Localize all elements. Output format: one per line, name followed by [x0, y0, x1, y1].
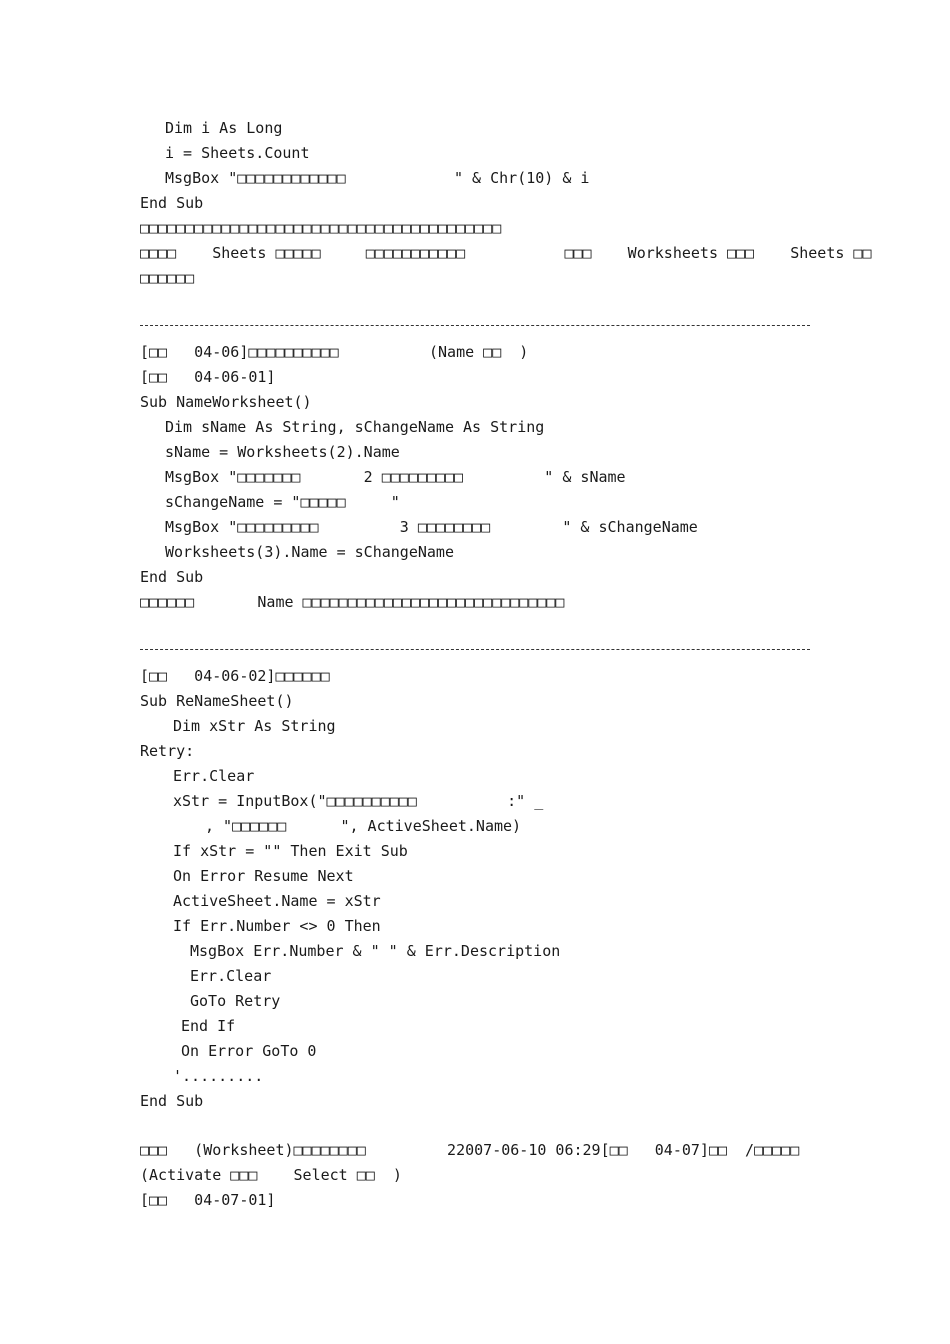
code-line: End Sub [140, 1092, 204, 1110]
example-label: [□□ 04-06-02]□□□□□□ [140, 667, 330, 685]
code-line: sName = Worksheets(2).Name [165, 443, 400, 461]
code-line: xStr = InputBox("□□□□□□□□□□ :" _ [173, 792, 544, 810]
code-line: On Error Resume Next [173, 867, 354, 885]
code-line: MsgBox "□□□□□□□□□□□□ " & Chr(10) & i [165, 169, 590, 187]
code-line: MsgBox "□□□□□□□□□ 3 □□□□□□□□ " & sChangeName [165, 518, 698, 536]
code-line: Sub NameWorksheet() [140, 393, 312, 411]
code-line: If xStr = "" Then Exit Sub [173, 842, 408, 860]
section-divider [140, 649, 810, 650]
section-heading: [□□ 04-06]□□□□□□□□□□ (Name □□ ) [140, 343, 529, 361]
section-divider [140, 325, 810, 326]
example-label: [□□ 04-07-01] [140, 1191, 276, 1209]
code-line: Dim sName As String, sChangeName As String [165, 418, 545, 436]
example-label: [□□ 04-06-01] [140, 368, 276, 386]
code-line: Retry: [140, 742, 195, 760]
code-line: MsgBox Err.Number & " " & Err.Description [190, 942, 561, 960]
code-line: Dim i As Long [165, 119, 283, 137]
code-line: End If [181, 1017, 236, 1035]
section-heading: □□□ (Worksheet)□□□□□□□□ 22007-06-10 06:29[□□ 04-07]□□ /□□□□□ [140, 1141, 800, 1159]
code-line: , "□□□□□□ ", ActiveSheet.Name) [205, 817, 522, 835]
section-heading-cont: (Activate □□□ Select □□ ) [140, 1166, 402, 1184]
code-line: GoTo Retry [190, 992, 281, 1010]
code-line: sChangeName = "□□□□□ " [165, 493, 400, 511]
text-line: □□□□□□□□□□□□□□□□□□□□□□□□□□□□□□□□□□□□□□□□ [140, 219, 502, 237]
code-line: i = Sheets.Count [165, 144, 310, 162]
code-line: Sub ReNameSheet() [140, 692, 294, 710]
code-line: Err.Clear [173, 767, 255, 785]
code-line: '......... [173, 1067, 264, 1085]
code-line: End Sub [140, 194, 204, 212]
code-line: Err.Clear [190, 967, 272, 985]
code-line: Dim xStr As String [173, 717, 336, 735]
code-line: End Sub [140, 568, 204, 586]
code-line: ActiveSheet.Name = xStr [173, 892, 381, 910]
text-line: □□□□ Sheets □□□□□ □□□□□□□□□□□ □□□ Worksheets □□□ Sheets □□ [140, 244, 872, 262]
text-line: □□□□□□ Name □□□□□□□□□□□□□□□□□□□□□□□□□□□□□ [140, 593, 565, 611]
text-line: □□□□□□ [140, 269, 195, 287]
code-line: If Err.Number <> 0 Then [173, 917, 381, 935]
code-line: MsgBox "□□□□□□□ 2 □□□□□□□□□ " & sName [165, 468, 626, 486]
code-line: Worksheets(3).Name = sChangeName [165, 543, 454, 561]
code-line: On Error GoTo 0 [181, 1042, 317, 1060]
